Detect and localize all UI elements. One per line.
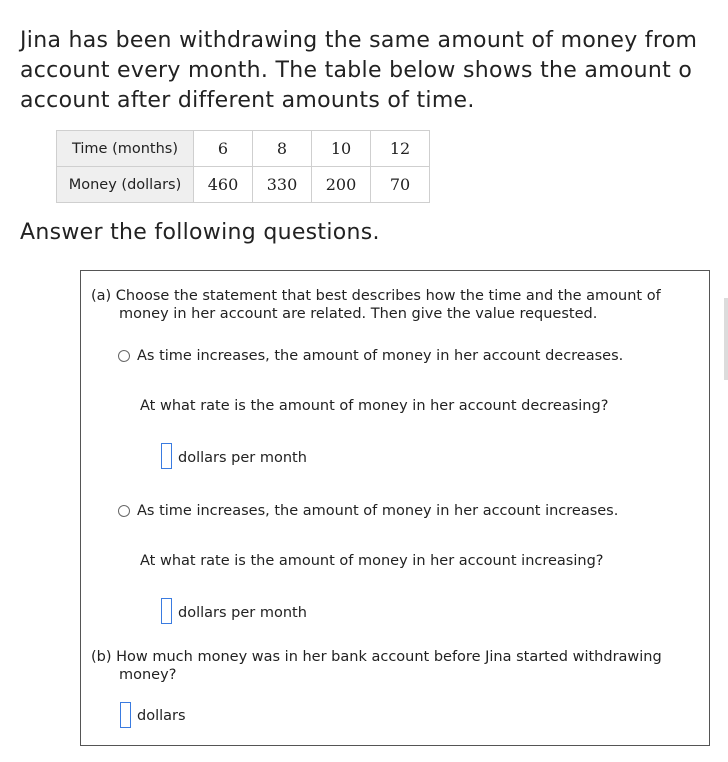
initial-money-input[interactable] [120,702,131,728]
part-a-prompt-line2: money in her account are related. Then give the value requested. [119,306,598,322]
scrollbar-edge [724,298,728,380]
rate-decreasing-input[interactable] [161,443,172,469]
rate-decreasing-question: At what rate is the amount of money in her account decreasing? [140,398,609,414]
table-row-time [57,131,430,167]
rate-decreasing-unit: dollars per month [178,450,307,466]
intro-line: account every month. The table below shows the amount o [20,58,693,83]
table-cell: 330 [253,167,312,203]
answer-panel [80,270,710,746]
part-b-prompt-line1: (b) How much money was in her bank account before Jina started withdrawing [91,649,662,665]
answer-heading: Answer the following questions. [20,220,380,245]
rate-increasing-input[interactable] [161,598,172,624]
table-cell: 12 [371,131,430,167]
radio-decreases[interactable] [118,350,130,362]
table-cell: 200 [312,167,371,203]
intro-line: Jina has been withdrawing the same amount of money from [20,28,698,53]
intro-line: account after different amounts of time. [20,88,475,113]
table-cell: 10 [312,131,371,167]
row-header-time: Time (months) [57,131,194,167]
problem-statement [20,26,728,116]
data-table [56,130,430,203]
initial-money-unit: dollars [137,708,186,724]
table-cell: 8 [253,131,312,167]
rate-increasing-question: At what rate is the amount of money in her account increasing? [140,553,604,569]
option-decreases-label[interactable]: As time increases, the amount of money in her account decreases. [137,348,624,364]
rate-increasing-unit: dollars per month [178,605,307,621]
table-cell: 6 [194,131,253,167]
part-b-prompt-line2: money? [119,667,177,683]
option-increases-label[interactable]: As time increases, the amount of money in her account increases. [137,503,619,519]
table-row-money [57,167,430,203]
row-header-money: Money (dollars) [57,167,194,203]
table-cell: 460 [194,167,253,203]
part-a-prompt-line1: (a) Choose the statement that best describes how the time and the amount of [91,288,661,304]
radio-increases[interactable] [118,505,130,517]
table-cell: 70 [371,167,430,203]
